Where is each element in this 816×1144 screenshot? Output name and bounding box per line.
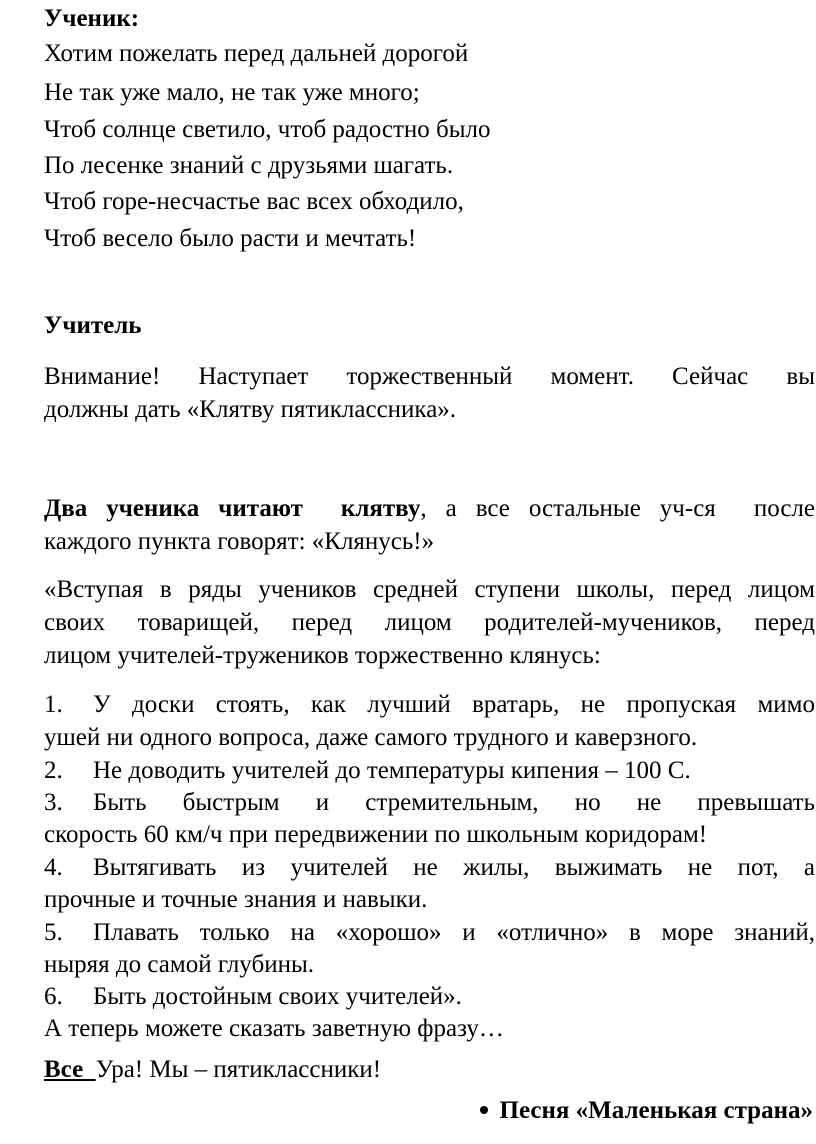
oath-item-number: 5.: [44, 919, 63, 946]
song-item: [480, 1096, 813, 1126]
teacher-line-1: Внимание! Наступает торжественный момент. Сейчас вы: [44, 363, 815, 390]
oath-item-3: 3. Быть быстрым и стремительным, но не превышать: [44, 789, 815, 816]
oath-intro-bold: Два ученика читают клятву: [44, 495, 421, 522]
student-line-6: Чтоб весело было расти и мечтать!: [44, 225, 417, 252]
oath-intro-line-2: каждого пункта говорят: «Клянусь!»: [44, 528, 435, 555]
oath-item-3-cont: скорость 60 км/ч при передвижении по школьным коридорам!: [44, 821, 708, 848]
oath-item-4-cont: прочные и точные знания и навыки.: [44, 886, 428, 913]
teacher-speaker: Учитель: [44, 312, 142, 339]
oath-item-1: 1. У доски стоять, как лучший вратарь, не пропуская мимо: [44, 691, 815, 718]
student-line-5: Чтоб горе-несчастье вас всех обходило,: [44, 188, 464, 215]
all-text: Ура! Мы – пятиклассники!: [95, 1056, 382, 1083]
oath-item-number: 2.: [44, 757, 63, 784]
oath-para-line-3: лицом учителей-тружеников торжественно клянусь:: [44, 642, 601, 669]
oath-intro-rest: , а все остальные уч-ся после: [420, 495, 815, 522]
oath-intro-line-1: [44, 494, 815, 524]
student-line-1: Хотим пожелать перед дальней дорогой: [44, 40, 469, 67]
oath-item-number: 6.: [44, 983, 63, 1010]
oath-item-number: 4.: [44, 854, 63, 881]
oath-item-4: 4. Вытягивать из учителей не жилы, выжимать не пот, а: [44, 854, 815, 881]
oath-item-number: 1.: [44, 691, 63, 718]
teacher-line-2: должны дать «Клятву пятиклассника».: [44, 396, 457, 423]
student-line-3: Чтоб солнце светило, чтоб радостно было: [44, 116, 491, 143]
all-line: [44, 1055, 381, 1085]
bullet-icon: [480, 1106, 488, 1114]
oath-para-line-1: «Вступая в ряды учеников средней ступени школы, перед лицом: [44, 576, 815, 603]
student-line-4: По лесенке знаний с друзьями шагать.: [44, 152, 454, 179]
oath-item-5: 5. Плавать только на «хорошо» и «отлично» в море знаний,: [44, 919, 815, 946]
oath-closing: А теперь можете сказать заветную фразу…: [44, 1015, 504, 1042]
oath-item-1-cont: ушей ни одного вопроса, даже самого трудного и каверзного.: [44, 724, 698, 751]
oath-item-6: 6. Быть достойным своих учителей».: [44, 983, 462, 1010]
student-line-2: Не так уже мало, не так уже много;: [44, 79, 420, 106]
all-speaker: Все: [44, 1056, 96, 1083]
oath-item-5-cont: ныряя до самой глубины.: [44, 951, 314, 978]
oath-item-2: 2. Не доводить учителей до температуры кипения – 100 С.: [44, 757, 691, 784]
oath-para-line-2: своих товарищей, перед лицом родителей-мучеников, перед: [44, 609, 815, 636]
song-title: Песня «Маленькая страна»: [499, 1097, 813, 1124]
oath-item-number: 3.: [44, 789, 63, 816]
student-speaker: Ученик:: [44, 5, 140, 32]
